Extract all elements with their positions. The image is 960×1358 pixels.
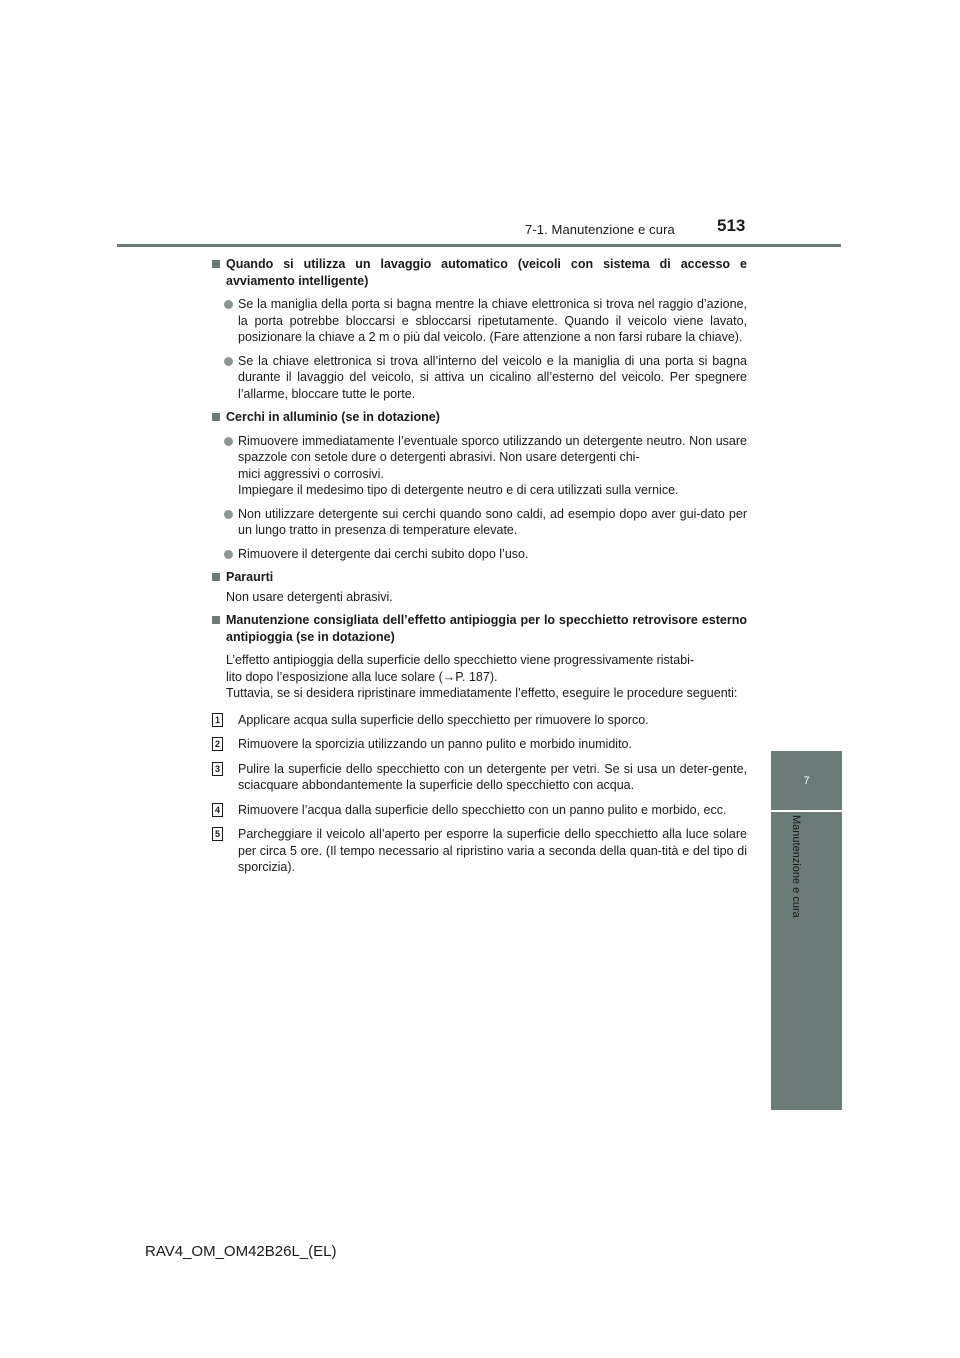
section-heading [212, 409, 747, 426]
round-bullet-icon [224, 357, 233, 366]
step-text: Rimuovere l’acqua dalla superficie dello specchietto con un panno pulito e morbido, ecc. [238, 802, 727, 817]
chapter-tab [771, 751, 842, 810]
step-text: Applicare acqua sulla superficie dello specchietto per rimuovere lo sporco. [238, 712, 649, 727]
section-heading-text: Manutenzione consigliata dell’effetto antipioggia per lo specchietto retrovisore esterno antipioggia (se in dotazione) [226, 613, 747, 644]
list-item-text: Rimuovere il detergente dai cerchi subito dopo l’uso. [238, 546, 529, 561]
step-text: Rimuovere la sporcizia utilizzando un panno pulito e morbido inumidito. [238, 737, 632, 751]
square-bullet-icon [212, 260, 220, 268]
square-bullet-icon [212, 616, 220, 624]
step-item [212, 736, 747, 753]
document-code: RAV4_OM_OM42B26L_(EL) [145, 1243, 337, 1260]
list-item-text: Se la maniglia della porta si bagna mentre la chiave elettronica si trova nel raggio d’azione, la porta potrebbe bloccarsi e sbloccarsi ripetutamente. Quando il veicolo viene lavato, posizionare la chiave a 2 m o più dal veicolo. (Fare attenzione a non farsi rubare la chiave). [238, 297, 747, 344]
step-text: Parcheggiare il veicolo all’aperto per esporre la superficie dello specchietto alla luce solare per circa 5 ore. (Il tempo necessario al ripristino varia a seconda della quan-tità e del tipo di sporcizia). [238, 827, 747, 874]
round-bullet-icon [224, 550, 233, 559]
step-number-badge: 2 [212, 737, 223, 751]
list-item [212, 353, 747, 403]
square-bullet-icon [212, 413, 220, 421]
section-heading [212, 569, 747, 586]
paragraph: Non usare detergenti abrasivi. [226, 589, 393, 604]
step-item [212, 826, 747, 876]
list-item [212, 506, 747, 539]
header-divider [117, 244, 841, 247]
section-heading-text: Cerchi in alluminio (se in dotazione) [226, 410, 440, 424]
section-heading-text: Quando si utilizza un lavaggio automatico (veicoli con sistema di accesso e avviamento intelligente) [226, 257, 747, 288]
round-bullet-icon [224, 300, 233, 309]
step-number-badge: 4 [212, 803, 223, 817]
step-number-badge: 5 [212, 827, 223, 841]
round-bullet-icon [224, 510, 233, 519]
header-section-title: 7-1. Manutenzione e cura [525, 222, 675, 237]
square-bullet-icon [212, 573, 220, 581]
chapter-strip [771, 812, 842, 1110]
step-item [212, 802, 747, 819]
step-number-badge: 1 [212, 713, 223, 727]
section-heading [212, 256, 747, 289]
step-text: Pulire la superficie dello specchietto con un detergente per vetri. Se si usa un deter-gente, sciacquare abbondantemente la superficie dello specchietto con acqua. [238, 761, 747, 792]
chapter-title: Manutenzione e cura [790, 815, 802, 918]
list-item [212, 546, 747, 563]
list-item-text: Rimuovere immediatamente l’eventuale sporco utilizzando un detergente neutro. Non usare spazzole con setole dure o detergenti abrasivi. Non usare detergenti chi- mici aggressivi o corrosivi. Impiegare il medesimo tipo di detergente neutro e di cera utilizzati sulla vernice. [238, 433, 747, 497]
main-content [212, 256, 747, 884]
section-heading-text: Paraurti [226, 570, 274, 584]
list-item-text: Non utilizzare detergente sui cerchi quando sono caldi, ad esempio dopo aver gui-dato per un lungo tratto in presenza di temperature elevate. [238, 506, 747, 537]
page-number: 513 [717, 216, 746, 235]
list-item [212, 296, 747, 346]
list-item-text: Se la chiave elettronica si trova all’interno del veicolo e la maniglia di una porta si bagna durante il lavaggio del veicolo, si attiva un cicalino all’esterno del veicolo. Per spegnere l’allarme, bloccare tutte le porte. [238, 353, 747, 401]
chapter-number: 7 [803, 774, 810, 787]
section-heading [212, 612, 747, 645]
paragraph: L’effetto antipioggia della superficie dello specchietto viene progressivamente ristabi- lito dopo l’esposizione alla luce solare (→P. 187). Tuttavia, se si desidera ripristinare immediatamente l’effetto, eseguire le procedure seguenti: [226, 653, 738, 700]
step-number-badge: 3 [212, 762, 223, 776]
step-item [212, 712, 747, 729]
round-bullet-icon [224, 437, 233, 446]
list-item [212, 433, 747, 499]
step-item [212, 761, 747, 794]
